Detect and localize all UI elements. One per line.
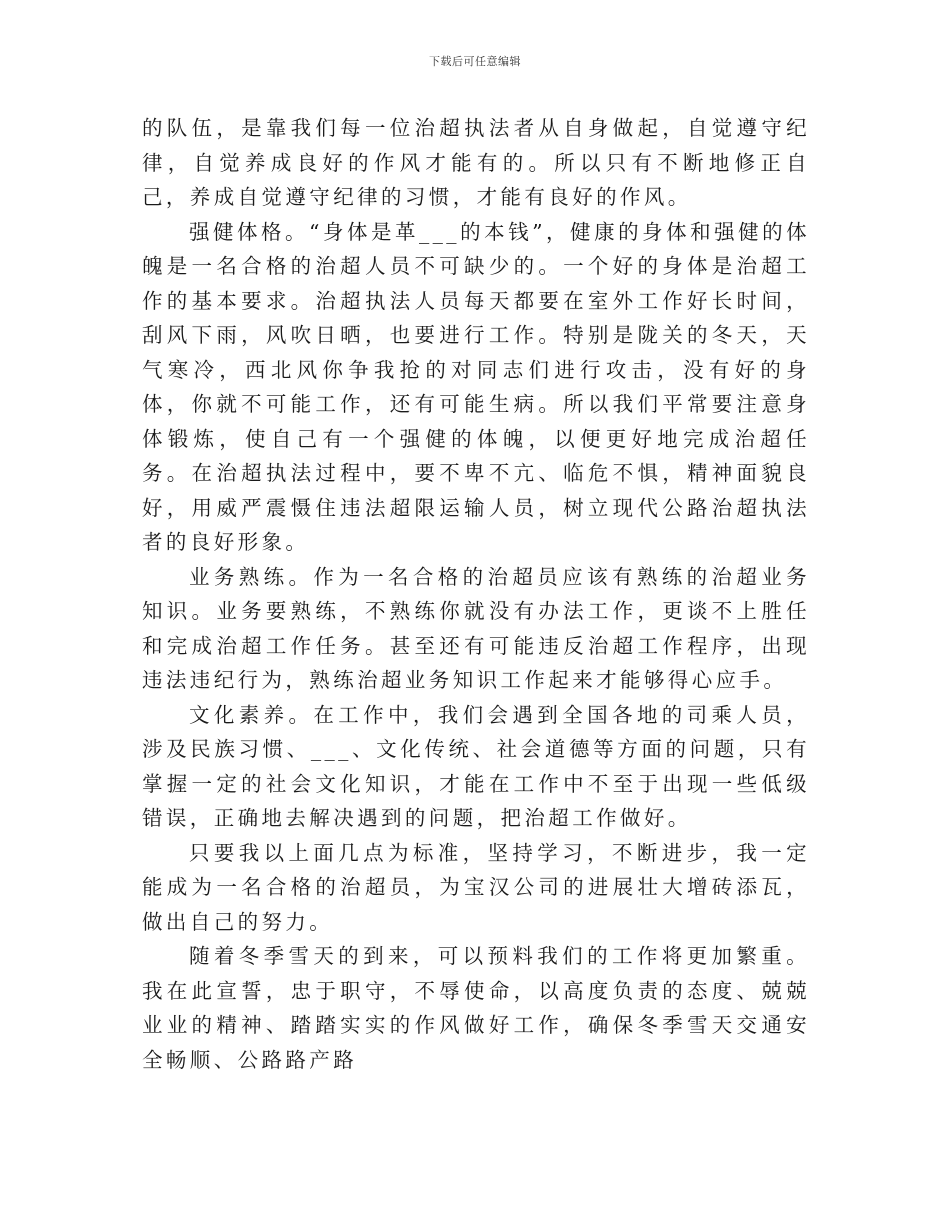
page-header: 下载后可任意编辑 <box>429 55 521 68</box>
document-body <box>142 111 810 1077</box>
paragraph-discipline-continuation: 的队伍，是靠我们每一位治超执法者从自身做起，自觉遵守纪律，自觉养成良好的作风才能有的。所以只有不断地修正自己，养成自觉遵守纪律的习惯，才能有良好的作风。 <box>142 116 810 209</box>
paragraph-business-proficiency: 业务熟练。作为一名合格的治超员应该有熟练的治超业务知识。业务要熟练，不熟练你就没有办法工作，更谈不上胜任和完成治超工作任务。甚至还有可能违反治超工作程序，出现违法违纪行为，熟练治超业务知识工作起来才能够得心应手。 <box>142 564 810 692</box>
paragraph-cultural-literacy: 文化素养。在工作中，我们会遇到全国各地的司乘人员，涉及民族习惯、___、文化传统、社会道德等方面的问题，只有掌握一定的社会文化知识，才能在工作中不至于出现一些低级错误，正确地去解决遇到的问题，把治超工作做好。 <box>142 702 810 830</box>
paragraph-commitment: 只要我以上面几点为标准，坚持学习，不断进步，我一定能成为一名合格的治超员，为宝汉公司的进展壮大增砖添瓦，做出自己的努力。 <box>142 840 810 934</box>
paragraph-physical-fitness: 强健体格。“身体是革___的本钱”，健康的身体和强健的体魄是一名合格的治超人员不可缺少的。一个好的身体是治超工作的基本要求。治超执法人员每天都要在室外工作好长时间，刮风下雨，风吹日晒，也要进行工作。特别是陇关的冬天，天气寒冷，西北风你争我抢的对同志们进行攻击，没有好的身体，你就不可能工作，还有可能生病。所以我们平常要注意身体锻炼，使自己有一个强健的体魄，以便更好地完成治超任务。在治超执法过程中，要不卑不亢、临危不惧，精神面貌良好，用威严震慑住违法超限运输人员，树立现代公路治超执法者的良好形象。 <box>142 219 810 554</box>
paragraph-winter-pledge: 随着冬季雪天的到来，可以预料我们的工作将更加繁重。我在此宣誓，忠于职守，不辱使命，以高度负责的态度、兢兢业业的精神、踏踏实实的作风做好工作，确保冬季雪天交通安全畅顺、公路路产路 <box>142 944 810 1072</box>
